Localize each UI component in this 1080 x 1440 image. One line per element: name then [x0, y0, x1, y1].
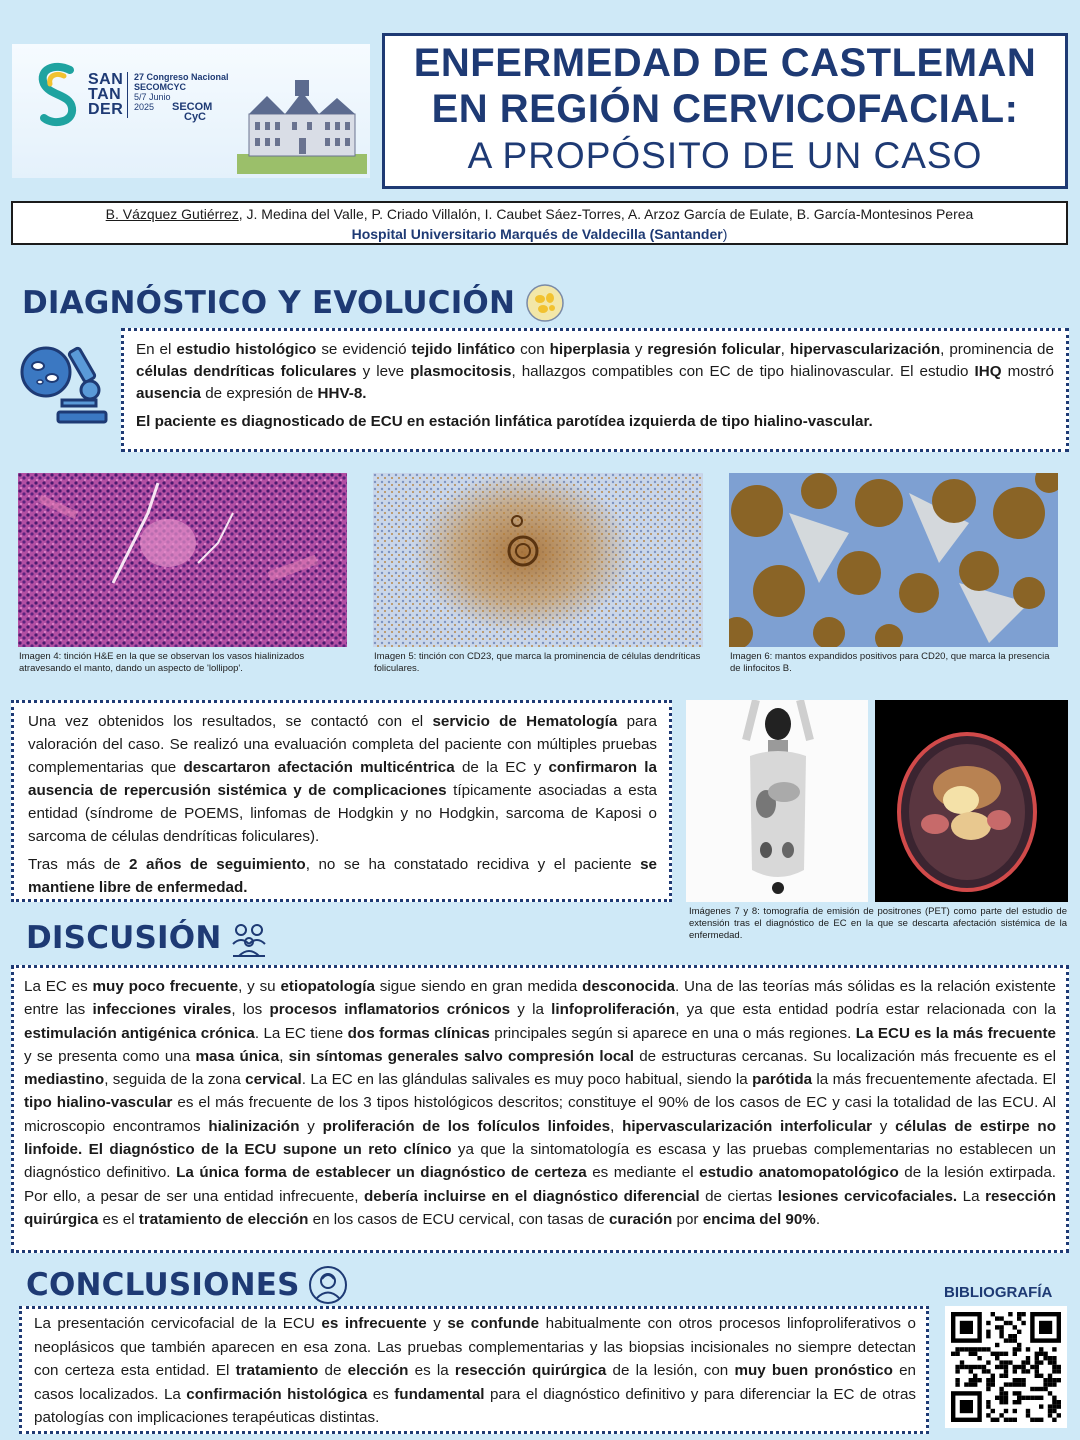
- pet-ct-image: [875, 700, 1068, 902]
- conclusions-text-run: en casos localizados. La: [34, 1362, 916, 1403]
- secom-text: SECOM: [172, 101, 213, 113]
- diagnosis-paragraph: [136, 339, 1054, 405]
- discussion-bold-run: procesos inflamatorios crónicos: [269, 1001, 511, 1019]
- discussion-text-run: sigue siendo en gran medida: [374, 978, 583, 995]
- poster-title: [382, 33, 1068, 189]
- discussion-text-run: de la lesión extirpada. Por ello, a pesar de ser una entidad infrecuente,: [24, 1164, 1057, 1205]
- followup-paragraph-1: [28, 710, 657, 848]
- discussion-text-run: ya que la sintomatología es escasa y las pruebas complementarias no establecen un diagnóstico definitivo.: [24, 1141, 1057, 1182]
- congress-date: 5/7 Junio: [134, 92, 171, 102]
- discussion-bold-run: mediastino: [24, 1071, 105, 1089]
- pet-ct-axial-image: [875, 700, 1068, 902]
- conclusions-bold-run: tratamiento: [235, 1362, 319, 1379]
- followup-bold-run: confirmaron la ausencia de repercusión sistémica y de complicaciones: [28, 759, 657, 799]
- discussion-paragraph: [24, 975, 1056, 1231]
- conclusions-text-run: habitualmente con otros procesos linfoproliferativos o neoplásicos que también aparecen en esa zona. Las pruebas complementarias y las biopsias incisionales no siempre detectan con certeza esta entidad. El: [34, 1315, 916, 1379]
- diagnosis-conclusion: [136, 411, 1054, 433]
- discussion-text-run: es el más frecuente de los 3 tipos histológicos descritos; constituye el 90% de los casos de EC y casi la totalidad de las ECU. Al microscopio encontramos: [24, 1094, 1056, 1135]
- image-6-caption: Imagen 6: mantos expandidos positivos para CD20, que marca la presencia de linfocitos B.: [730, 651, 1050, 674]
- santander-s-logo-icon: [34, 62, 82, 128]
- discussion-text-run: . La EC tiene: [254, 1024, 348, 1042]
- logo-text-line: TAN: [88, 86, 122, 103]
- discussion-bold-run: linfoproliferación: [551, 1001, 676, 1019]
- discussion-text-run: , los: [231, 1001, 270, 1019]
- discussion-bold-run: hialinización: [208, 1117, 300, 1135]
- cells-icon: [525, 283, 565, 323]
- diagnosis-bold-run: hipervascularización: [789, 341, 941, 358]
- discussion-text-run: , y su: [238, 978, 281, 995]
- section-title: DIAGNÓSTICO Y EVOLUCIÓN: [22, 285, 516, 321]
- discussion-bold-run: La única forma de establecer un diagnóstico de certeza: [176, 1164, 587, 1182]
- diagnosis-text-run: de expresión de: [201, 385, 318, 402]
- conclusions-text-run: es: [367, 1385, 395, 1403]
- diagnosis-text-run: En el: [136, 341, 177, 358]
- diagnosis-bold-run: hiperplasia: [549, 341, 630, 358]
- discussion-bold-run: etiopatología: [280, 978, 375, 995]
- diagnosis-text-run: se evidenció: [316, 341, 412, 358]
- followup-text-run: , no se ha constatado recidiva y el paciente: [305, 856, 641, 873]
- discussion-bold-run: La ECU es la más frecuente: [855, 1024, 1056, 1042]
- discussion-text-run: , seguida de la zona: [104, 1071, 246, 1089]
- discussion-bold-run: tratamiento de elección: [138, 1210, 309, 1228]
- discussion-bold-run: estudio anatomopatológico: [699, 1164, 899, 1182]
- logo-divider: [127, 72, 128, 118]
- discussion-bold-run: curación: [608, 1210, 673, 1228]
- conclusions-paragraph: [34, 1312, 916, 1430]
- discussion-bold-run: cervical: [245, 1071, 302, 1089]
- discussion-bold-run: infecciones virales: [92, 1001, 232, 1019]
- he-stain-image: [18, 473, 347, 647]
- discussion-text-run: y: [872, 1117, 896, 1135]
- diagnosis-text-run: mostró: [1001, 363, 1054, 380]
- followup-text-run: Tras más de: [28, 856, 130, 873]
- discussion-text-run: de ciertas: [699, 1187, 778, 1205]
- pet-mip-image: [686, 700, 868, 902]
- diagnosis-text-run: y: [629, 341, 648, 358]
- conclusions-text-run: para el diagnóstico definitivo y para diferenciar la EC de otras patologías con implicaciones terapéuticas distintas.: [34, 1385, 916, 1426]
- discussion-bold-run: encima del 90%: [702, 1210, 816, 1228]
- cd23-stain-image: [373, 473, 703, 647]
- congress-logo-banner: [12, 44, 370, 178]
- discussion-text-run: principales según si aparece en una o más regiones.: [489, 1024, 856, 1042]
- discussion-text-run: es mediante el: [586, 1164, 700, 1182]
- conclusions-bold-run: confirmación histológica: [186, 1385, 368, 1403]
- discussion-text-run: ,: [279, 1047, 289, 1065]
- diagnosis-bold-run: tejido linfático: [411, 341, 516, 358]
- image-5-caption: Imagen 5: tinción con CD23, que marca la prominencia de células dendríticas foliculares.: [374, 651, 701, 674]
- title-line-1: ENFERMEDAD DE CASTLEMAN: [413, 41, 1037, 85]
- conclusions-text-box: [19, 1306, 929, 1434]
- discussion-bold-run: masa única: [195, 1047, 280, 1065]
- discussion-text-run: , ya que esta entidad podría estar relacionada con la: [675, 1001, 1056, 1019]
- image-7-8-caption: Imágenes 7 y 8: tomografía de emisión de positrones (PET) como parte del estudio de extensión tras el diagnóstico de EC en la que se descarta afectación sistémica de la enfermedad.: [689, 906, 1067, 941]
- followup-text-run: de la EC y: [454, 759, 549, 776]
- diagnosis-text-run: , prominencia de: [940, 341, 1054, 358]
- conclusions-bold-run: muy buen pronóstico: [734, 1362, 893, 1379]
- qr-code-image: [945, 1306, 1067, 1428]
- discussion-text-run: La: [957, 1187, 986, 1205]
- discussion-text-run: por: [672, 1210, 703, 1228]
- diagnosis-bold-run: IHQ: [974, 363, 1002, 380]
- discussion-text-run: y: [299, 1117, 323, 1135]
- diagnosis-text-run: con: [515, 341, 550, 358]
- section-header-conclusions: [26, 1265, 348, 1305]
- diagnosis-bold-run: estudio histológico: [176, 341, 317, 358]
- discussion-bold-run: sin síntomas generales salvo compresión local: [288, 1047, 634, 1065]
- affiliation-line: [13, 224, 1066, 244]
- discussion-bold-run: lesiones cervicofaciales.: [777, 1187, 958, 1205]
- cd20-stain-image: [729, 473, 1058, 647]
- section-title: CONCLUSIONES: [26, 1267, 300, 1303]
- histology-cd23-image: [373, 473, 703, 647]
- title-line-2: EN REGIÓN CERVICOFACIAL:: [431, 87, 1019, 131]
- palace-illustration-icon: [237, 74, 367, 174]
- diagnosis-bold-run: ausencia: [136, 385, 202, 402]
- secom-logo: [172, 102, 212, 122]
- conclusions-text-run: es la: [408, 1362, 455, 1379]
- santander-wordmark: [88, 72, 123, 117]
- discussion-bold-run: desconocida: [582, 978, 675, 995]
- discussion-bold-run: resección quirúrgica: [24, 1187, 1056, 1228]
- conclusions-text-run: y: [426, 1315, 448, 1332]
- pet-whole-body-image: [686, 700, 868, 902]
- discussion-text-run: de estructuras cercanas. Su localización más frecuente es el: [633, 1047, 1056, 1065]
- diagnosis-bold-run: HHV-8.: [317, 385, 367, 402]
- conclusions-bold-run: resección quirúrgica: [454, 1362, 607, 1379]
- conclusions-bold-run: elección: [347, 1362, 409, 1379]
- diagnosis-bold-run: regresión folicular: [647, 341, 781, 358]
- followup-text-run: para valoración del caso. Se realizó una evaluación completa del paciente con múltiples pruebas complementarias que: [28, 713, 657, 776]
- bibliography-title: BIBLIOGRAFÍA: [944, 1284, 1053, 1301]
- authors-line: [13, 204, 1066, 224]
- discussion-text-run: la más frecuentemente afectada. El: [812, 1071, 1056, 1089]
- followup-bold-run: 2 años de seguimiento: [129, 856, 306, 873]
- discussion-bold-run: estimulación antigénica crónica: [24, 1024, 255, 1042]
- diagnosis-text-box: [121, 328, 1069, 452]
- discussion-text-run: y la: [510, 1001, 552, 1019]
- diagnosis-text-run: ,: [780, 341, 790, 358]
- conclusions-text-run: La presentación cervicofacial de la ECU: [34, 1315, 322, 1332]
- discussion-bold-run: debería incluirse en el diagnóstico diferencial: [363, 1187, 700, 1205]
- diagnosis-conclusion-text: El paciente es diagnosticado de ECU en estación linfática parotídea izquierda de tipo hialino-vascular.: [136, 413, 873, 430]
- section-header-diagnosis: [22, 283, 565, 323]
- discussion-bold-run: hipervascularización interfolicular: [622, 1117, 873, 1135]
- logo-text-line: DER: [88, 101, 124, 118]
- discussion-text-run: .: [815, 1210, 821, 1228]
- hospital-close-paren: ): [722, 226, 728, 242]
- hospital-name: Hospital Universitario Marqués de Valdecilla (Santander: [351, 226, 723, 242]
- doctor-icon: [308, 1265, 348, 1305]
- conclusions-text-run: de: [318, 1362, 348, 1379]
- discussion-text-run: en los casos de ECU cervical, con tasas de: [308, 1210, 609, 1228]
- discussion-bold-run: dos formas clínicas: [347, 1024, 490, 1042]
- discussion-text-box: [11, 965, 1069, 1253]
- co-authors: , J. Medina del Valle, P. Criado Villalón, I. Caubet Sáez-Torres, A. Arzoz García de Eulate, B. García-Montesinos Perea: [238, 206, 974, 222]
- authors-box: [11, 201, 1068, 245]
- logo-text-line: SAN: [88, 71, 124, 88]
- group-discussion-icon: [229, 918, 269, 958]
- diagnosis-bold-run: plasmocitosis: [410, 363, 512, 380]
- discussion-text-run: . Una de las teorías más sólidas es la relación existente entre las: [24, 978, 1056, 1019]
- congress-year: 2025: [134, 102, 155, 112]
- discussion-bold-run: proliferación de los folículos linfoides: [322, 1117, 611, 1135]
- followup-text-box: [11, 700, 672, 902]
- bibliography-qr-code[interactable]: [945, 1306, 1067, 1428]
- discussion-text-run: . La EC en las glándulas salivales es muy poco habitual, siendo la: [301, 1071, 753, 1089]
- conclusions-bold-run: es infrecuente: [321, 1315, 427, 1332]
- first-author: B. Vázquez Gutiérrez: [105, 206, 239, 222]
- discussion-text-run: y se presenta como una: [24, 1047, 196, 1065]
- congress-society: SECOMCYC: [134, 82, 187, 92]
- image-4-caption: Imagen 4: tinción H&E en la que se observan los vasos hialinizados atravesando el manto, dando un aspecto de 'lollipop'.: [19, 651, 305, 674]
- conclusions-bold-run: fundamental: [394, 1385, 485, 1403]
- histology-cd20-image: [729, 473, 1058, 647]
- microscope-icon: [18, 342, 110, 426]
- followup-paragraph-2: [28, 853, 657, 899]
- discussion-text-run: ,: [610, 1117, 623, 1135]
- followup-text-run: Una vez obtenidos los resultados, se contactó con el: [28, 713, 433, 730]
- secom-text-sub: CyC: [184, 111, 207, 123]
- discussion-bold-run: muy poco frecuente: [92, 978, 239, 995]
- discussion-bold-run: tipo hialino-vascular: [24, 1094, 173, 1112]
- diagnosis-text-run: , hallazgos compatibles con EC de tipo hialinovascular. El estudio: [511, 363, 975, 380]
- title-line-3: A PROPÓSITO DE UN CASO: [467, 135, 983, 176]
- discussion-text-run: es el: [98, 1210, 139, 1228]
- congress-name: 27 Congreso Nacional: [134, 72, 229, 82]
- conclusions-bold-run: se confunde: [447, 1315, 540, 1332]
- followup-text-run: típicamente asociadas a esta entidad (síndrome de POEMS, linfomas de Hodgkin y no Hodgkin, sarcoma de Kaposi o sarcoma de células dendríticas foliculares).: [28, 782, 657, 845]
- section-header-discussion: [26, 918, 269, 958]
- followup-bold-run: descartaron afectación multicéntrica: [183, 759, 455, 776]
- discussion-bold-run: células de estirpe no linfoide. El diagnóstico de la ECU supone un reto clínico: [24, 1117, 1056, 1159]
- discussion-text-run: La EC es: [24, 978, 93, 995]
- section-title: DISCUSIÓN: [26, 920, 222, 956]
- followup-bold-run: se mantiene libre de enfermedad.: [28, 856, 657, 896]
- conclusions-text-run: de la lesión, con: [606, 1362, 735, 1379]
- diagnosis-text-run: y leve: [356, 363, 411, 380]
- diagnosis-bold-run: células dendríticas foliculares: [136, 363, 357, 380]
- discussion-bold-run: parótida: [752, 1071, 813, 1089]
- histology-he-image: [18, 473, 347, 647]
- followup-bold-run: servicio de Hematología: [432, 713, 618, 730]
